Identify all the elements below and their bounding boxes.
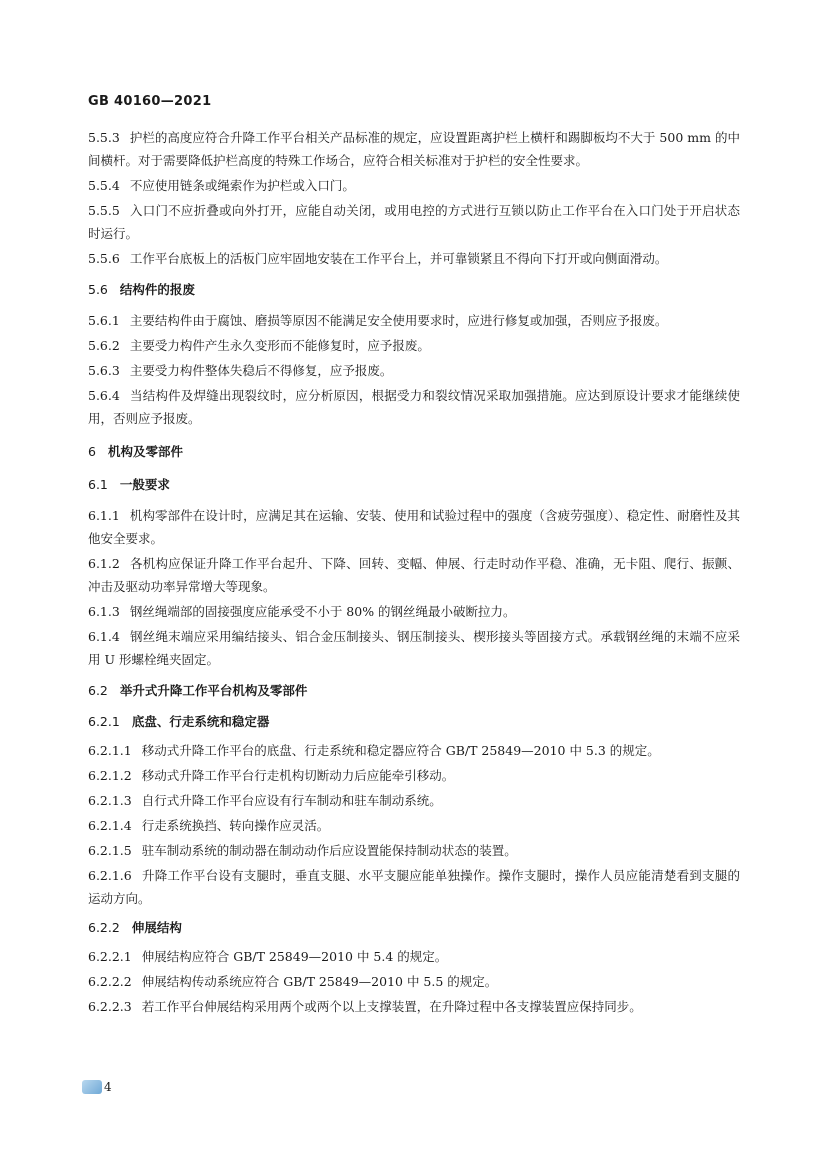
section-heading (88, 440, 740, 463)
clause-number: 5.5.4 (88, 178, 120, 193)
clause-number: 6.2.2.2 (88, 974, 132, 989)
clause-paragraph (88, 789, 740, 812)
section-heading (88, 710, 740, 733)
clause-text: 主要受力构件产生永久变形而不能修复时，应予报废。 (129, 338, 430, 353)
section-title: 底盘、行走系统和稳定器 (131, 714, 270, 729)
clause-paragraph (88, 359, 740, 382)
clause-number: 6.2.1 (88, 714, 120, 729)
clause-number: 5.5.5 (88, 203, 120, 218)
clause-text: 当结构件及焊缝出现裂纹时，应分析原因，根据受力和裂纹情况采取加强措施。应达到原设计要求才能继续使用，否则应予报废。 (88, 388, 740, 426)
section-heading (88, 473, 740, 496)
clause-paragraph (88, 174, 740, 197)
clause-number: 6.2.2 (88, 920, 120, 935)
section-title: 伸展结构 (131, 920, 182, 935)
clause-number: 6.2 (88, 683, 108, 698)
clause-text: 若工作平台伸展结构采用两个或两个以上支撑装置，在升降过程中各支撑装置应保持同步。 (141, 999, 642, 1014)
clause-number: 5.6.1 (88, 313, 120, 328)
clause-paragraph (88, 552, 740, 598)
section-title: 举升式升降工作平台机构及零部件 (119, 683, 308, 698)
clause-paragraph (88, 864, 740, 910)
clause-paragraph (88, 945, 740, 968)
clause-text: 移动式升降工作平台行走机构切断动力后应能牵引移动。 (141, 768, 455, 783)
clause-text: 伸展结构传动系统应符合 GB/T 25849—2010 中 5.5 的规定。 (141, 974, 498, 989)
clause-paragraph (88, 199, 740, 245)
clause-paragraph (88, 739, 740, 762)
clause-paragraph (88, 995, 740, 1018)
clause-paragraph (88, 309, 740, 332)
clause-number: 5.6.3 (88, 363, 120, 378)
clause-text: 不应使用链条或绳索作为护栏或入口门。 (129, 178, 355, 193)
clause-number: 6.2.1.3 (88, 793, 132, 808)
clause-text: 护栏的高度应符合升降工作平台相关产品标准的规定，应设置距离护栏上横杆和踢脚板均不大于 500 mm 的中间横杆。对于需要降低护栏高度的特殊工作场合，应符合相关标准对于护栏的安全性要求。 (88, 130, 740, 168)
clause-paragraph (88, 970, 740, 993)
clause-text: 入口门不应折叠或向外打开，应能自动关闭，或用电控的方式进行互锁以防止工作平台在入口门处于开启状态时运行。 (88, 203, 740, 241)
standard-code-header: GB 40160—2021 (88, 94, 212, 109)
clause-paragraph (88, 384, 740, 430)
clause-number: 5.5.3 (88, 130, 120, 145)
clause-number: 6.2.2.1 (88, 949, 132, 964)
clause-text: 各机构应保证升降工作平台起升、下降、回转、变幅、伸展、行走时动作平稳、准确，无卡阻、爬行、振颤、冲击及驱动功率异常增大等现象。 (88, 556, 740, 594)
clause-number: 6.2.1.5 (88, 843, 132, 858)
section-heading (88, 916, 740, 939)
clause-text: 主要受力构件整体失稳后不得修复，应予报废。 (129, 363, 393, 378)
clause-text: 机构零部件在设计时，应满足其在运输、安装、使用和试验过程中的强度（含疲劳强度）、稳定性、耐磨性及其他安全要求。 (88, 508, 740, 546)
clause-text: 伸展结构应符合 GB/T 25849—2010 中 5.4 的规定。 (141, 949, 448, 964)
clause-text: 自行式升降工作平台应设有行车制动和驻车制动系统。 (141, 793, 442, 808)
clause-number: 5.6.4 (88, 388, 120, 403)
clause-paragraph (88, 764, 740, 787)
clause-number: 5.5.6 (88, 251, 120, 266)
clause-text: 主要结构件由于腐蚀、磨损等原因不能满足安全使用要求时，应进行修复或加强，否则应予报废。 (129, 313, 668, 328)
clause-paragraph (88, 247, 740, 270)
publisher-logo-icon (82, 1080, 102, 1094)
clause-paragraph (88, 600, 740, 623)
clause-number: 6.2.1.2 (88, 768, 132, 783)
clause-paragraph (88, 126, 740, 172)
clause-number: 6.2.1.6 (88, 868, 132, 883)
clause-paragraph (88, 839, 740, 862)
clause-number: 6.2.1.4 (88, 818, 132, 833)
section-title: 一般要求 (119, 477, 170, 492)
clause-text: 钢丝绳端部的固接强度应能承受不小于 80% 的钢丝绳最小破断拉力。 (129, 604, 516, 619)
page-footer (82, 1080, 112, 1094)
clause-paragraph (88, 504, 740, 550)
clause-number: 6.1.4 (88, 629, 120, 644)
section-heading (88, 278, 740, 301)
clause-number: 5.6.2 (88, 338, 120, 353)
document-body (88, 126, 740, 1020)
clause-number: 6.1 (88, 477, 108, 492)
clause-number: 6 (88, 444, 96, 459)
clause-text: 移动式升降工作平台的底盘、行走系统和稳定器应符合 GB/T 25849—2010 中 5.3 的规定。 (141, 743, 660, 758)
clause-paragraph (88, 814, 740, 837)
clause-text: 行走系统换挡、转向操作应灵活。 (141, 818, 330, 833)
clause-number: 6.1.3 (88, 604, 120, 619)
section-heading (88, 679, 740, 702)
clause-text: 升降工作平台设有支腿时，垂直支腿、水平支腿应能单独操作。操作支腿时，操作人员应能清楚看到支腿的运动方向。 (88, 868, 740, 906)
clause-paragraph (88, 625, 740, 671)
clause-number: 6.2.2.3 (88, 999, 132, 1014)
clause-number: 6.1.1 (88, 508, 120, 523)
clause-paragraph (88, 334, 740, 357)
clause-text: 驻车制动系统的制动器在制动动作后应设置能保持制动状态的装置。 (141, 843, 517, 858)
clause-text: 钢丝绳末端应采用编结接头、铝合金压制接头、钢压制接头、楔形接头等固接方式。承载钢丝绳的末端不应采用 U 形螺栓绳夹固定。 (88, 629, 740, 667)
section-title: 结构件的报废 (119, 282, 195, 297)
clause-number: 6.2.1.1 (88, 743, 132, 758)
section-title: 机构及零部件 (107, 444, 183, 459)
page-number: 4 (104, 1080, 112, 1094)
clause-number: 6.1.2 (88, 556, 120, 571)
clause-number: 5.6 (88, 282, 108, 297)
clause-text: 工作平台底板上的活板门应牢固地安装在工作平台上，并可靠锁紧且不得向下打开或向侧面滑动。 (129, 251, 668, 266)
